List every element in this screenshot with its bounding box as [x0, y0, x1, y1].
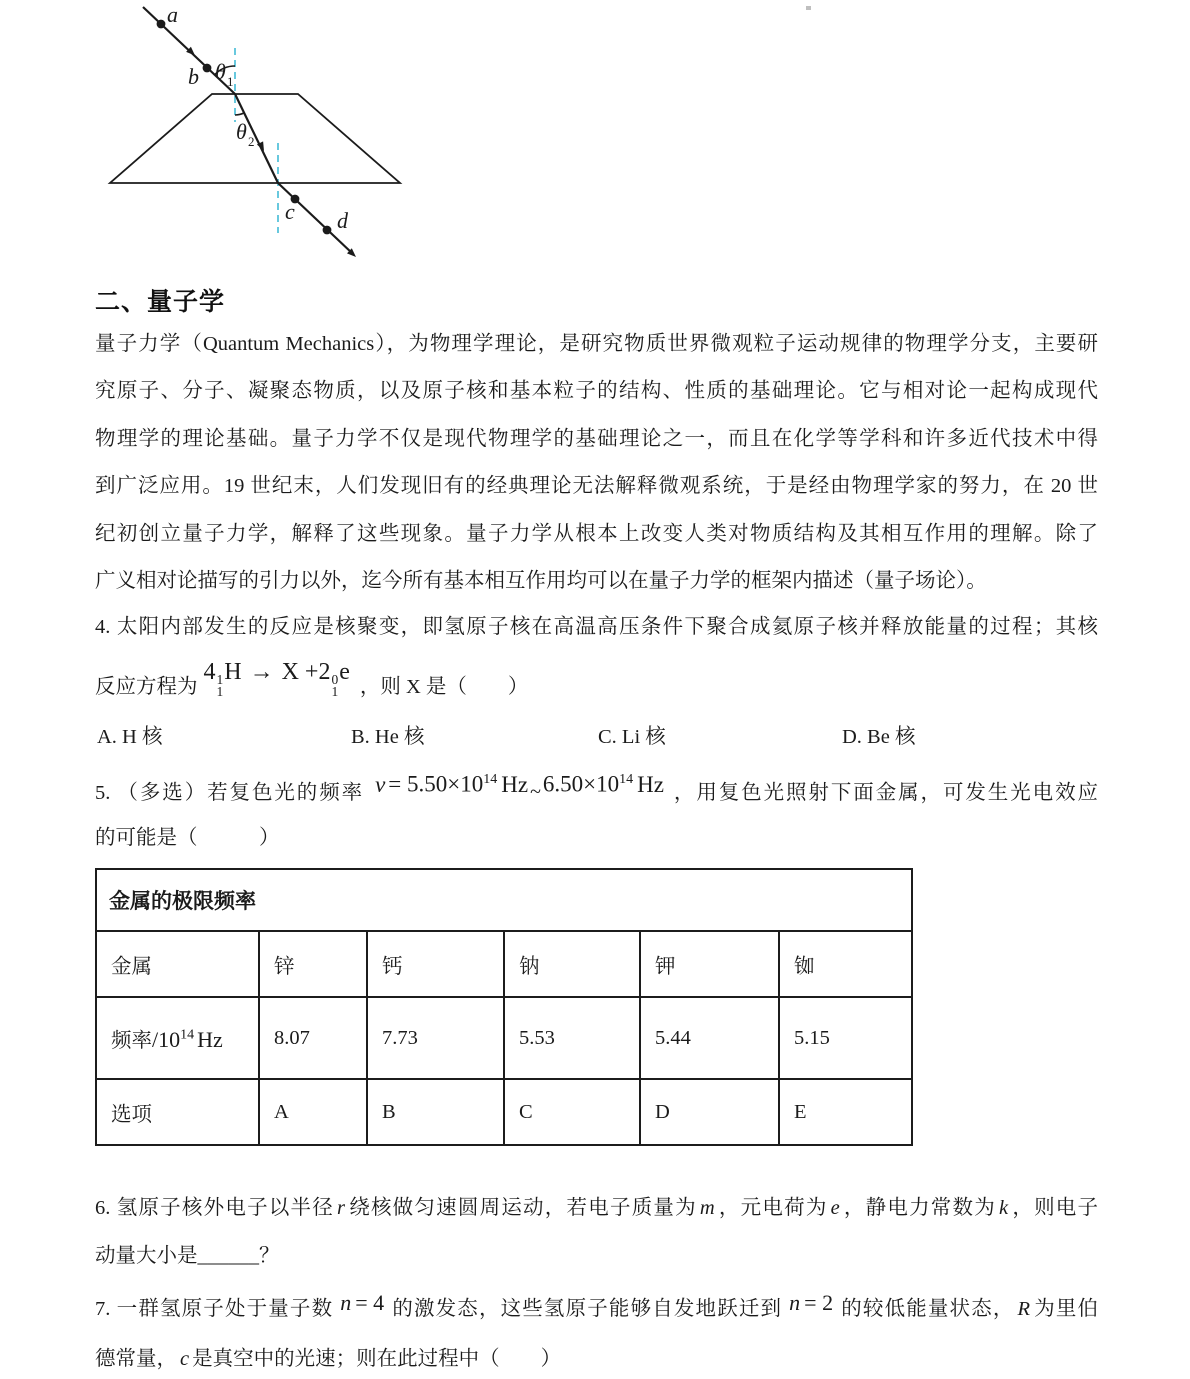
metal-cell-potassium: 钾	[640, 931, 779, 997]
q5-stem-suffix: ，用复色光照射下面金属，可发生光电效应	[671, 782, 1099, 804]
q4-nuclide-1-indices	[217, 674, 224, 697]
q7-stem-line1	[95, 1289, 1098, 1329]
frequency-cell-calcium: 7.73	[367, 997, 504, 1079]
q6-line2-question-mark: ？	[259, 1245, 280, 1267]
intro-line: 到广泛应用。19 世纪末，人们发现旧有的经典理论无法解释微观系统，于是经由物理学家的努力，在 20 世	[95, 475, 1098, 498]
q6-stem-line2	[95, 1236, 1098, 1276]
q4-nuclide-2-superscript: 0	[331, 672, 339, 687]
q6-stem-line1	[95, 1188, 1098, 1228]
metal-cell-sodium: 钠	[504, 931, 640, 997]
theta1-subscript: 1	[227, 74, 234, 89]
q6-text-4: ，静电力常数为	[842, 1197, 996, 1219]
frequency-cell-zinc: 8.07	[259, 997, 367, 1079]
q7-text-4: 为里伯	[1033, 1298, 1099, 1320]
q4-nuclide-1-subscript: 1	[216, 683, 224, 699]
q7-variable-c: c	[180, 1348, 190, 1370]
q4-product-x: X +	[281, 659, 319, 685]
frequency-row-label	[96, 997, 259, 1079]
q6-variable-e: e	[830, 1197, 840, 1219]
q5-frequency-variable: v	[375, 772, 386, 797]
theta2-arc	[235, 113, 244, 115]
frequency-label-cn: 频率	[111, 1030, 152, 1052]
table-title: 金属的极限频率	[96, 869, 912, 931]
intro-line: 究原子、分子、凝聚态物质，以及原子核和基本粒子的结构、性质的基础理论。它与相对论一起构成现代	[95, 380, 1098, 403]
q4-stem-line1: 4. 太阳内部发生的反应是核聚变，即氢原子核在高温高压条件下聚合成氦原子核并释放能量的过程；其核	[95, 616, 1098, 638]
q7-n-value-1: = 4	[355, 1290, 385, 1315]
scan-artifact-dot	[806, 6, 811, 10]
q5-frequency-formula	[372, 768, 664, 804]
q7-n-value-2: = 2	[804, 1290, 834, 1315]
q7-line2-text-2: 是真空中的光速；则在此过程中（ ）	[192, 1348, 562, 1370]
q7-text-1: 7. 一群氢原子处于量子数	[95, 1298, 334, 1320]
intro-line: 纪初创立量子力学，解释了这些现象。量子力学从根本上改变人类对物质结构及其相互作用的理解。除了	[95, 522, 1098, 545]
q4-option-c: C. Li 核	[598, 726, 666, 748]
option-row-label: 选项	[96, 1079, 259, 1145]
frequency-cell-rubidium: 5.15	[779, 997, 912, 1079]
q4-nuclide-2-indices	[331, 674, 338, 697]
q4-nuclide-2-subscript: 1	[331, 683, 339, 699]
metal-cell-zinc: 锌	[259, 931, 367, 997]
q5-range-tilde: ~	[530, 781, 541, 803]
table-metal-row	[96, 931, 912, 997]
theta2-label: θ	[236, 119, 247, 144]
q7-quantum-number-n4	[340, 1292, 384, 1314]
q4-reaction-arrow: →	[249, 659, 274, 685]
q5-stem-prefix: 5. （多选）若复色光的频率	[95, 782, 365, 804]
table-option-row	[96, 1079, 912, 1145]
q4-option-a: A. H 核	[97, 726, 163, 748]
theta1-label: θ	[215, 59, 226, 84]
q4-element-2: e	[339, 659, 350, 685]
q7-text-2: 的激发态，这些氢原子能够自发地跃迁到	[391, 1298, 783, 1320]
option-cell-a: A	[259, 1079, 367, 1145]
q5-exponent-2: 14	[619, 772, 634, 788]
q7-n-variable-2: n	[789, 1290, 801, 1315]
point-b-label: b	[188, 64, 199, 89]
q4-element-1: H	[224, 659, 242, 685]
option-cell-c: C	[504, 1079, 640, 1145]
intro-line: 广义相对论描写的引力以外，迄今所有基本相互作用均可以在量子力学的框架内描述（量子场论）。	[95, 569, 987, 592]
option-cell-d: D	[640, 1079, 779, 1145]
q6-text-5: ，则电子	[1011, 1197, 1099, 1219]
metal-cell-calcium: 钙	[367, 931, 504, 997]
q4-formula-suffix: ，则 X 是（ ）	[359, 676, 529, 698]
point-a-label: a	[167, 2, 178, 27]
intro-paragraph	[95, 321, 1098, 605]
q4-option-b: B. He 核	[351, 726, 425, 748]
q5-frequency-value1: = 5.50×10	[388, 772, 484, 797]
table-frequency-row	[96, 997, 912, 1079]
prism-trapezoid	[110, 94, 400, 183]
option-cell-e: E	[779, 1079, 912, 1145]
point-c-label: c	[285, 199, 295, 224]
q4-nuclear-reaction-formula	[204, 660, 350, 697]
table-title-row	[96, 869, 912, 931]
q6-text-1: 6. 氢原子核外电子以半径	[95, 1197, 335, 1219]
point-d-dot	[323, 226, 332, 235]
threshold-frequency-table	[95, 868, 913, 1146]
q7-quantum-number-n2	[789, 1292, 833, 1314]
frequency-cell-sodium: 5.53	[504, 997, 640, 1079]
q6-answer-blank: ______	[197, 1245, 259, 1267]
theta2-subscript: 2	[248, 134, 255, 149]
frequency-unit	[152, 1027, 223, 1052]
q4-coefficient-1: 4	[203, 659, 216, 685]
q6-line2-text: 动量大小是	[95, 1245, 198, 1267]
q5-exponent-1: 14	[483, 772, 498, 788]
q5-frequency-value2: 6.50×10	[542, 772, 620, 797]
q6-text-3: ，元电荷为	[717, 1197, 828, 1219]
q6-variable-m: m	[699, 1197, 715, 1219]
q6-variable-r: r	[337, 1197, 345, 1219]
intro-line: 物理学的理论基础。量子力学不仅是现代物理学的基础理论之一，而且在化学等学科和许多近代技术中得	[95, 427, 1098, 450]
refraction-diagram	[100, 0, 420, 266]
q4-formula-line	[95, 659, 1098, 707]
section-heading: 二、量子学	[95, 288, 226, 316]
point-b-dot	[203, 64, 212, 73]
intro-line: 量子力学（Quantum Mechanics），为物理学理论，是研究物质世界微观粒子运动规律的物理学分支，主要研	[95, 333, 1098, 355]
frequency-unit-base: /10	[152, 1027, 181, 1052]
frequency-unit-hz: Hz	[197, 1027, 223, 1052]
q7-n-variable-1: n	[340, 1290, 352, 1315]
q7-line2-text-1: 德常量，	[95, 1348, 177, 1370]
q4-option-d: D. Be 核	[842, 726, 916, 748]
q6-variable-k: k	[999, 1197, 1009, 1219]
option-cell-b: B	[367, 1079, 504, 1145]
point-d-label: d	[337, 208, 348, 233]
q5-stem-line2: 的可能是（ ）	[95, 827, 280, 849]
frequency-unit-exponent: 14	[180, 1027, 195, 1043]
q7-stem-line2	[95, 1339, 1098, 1379]
q5-unit-1: Hz	[501, 772, 529, 797]
metal-cell-rubidium: 铷	[779, 931, 912, 997]
q5-unit-2: Hz	[637, 772, 664, 797]
q4-options-row	[95, 717, 1098, 757]
q4-nuclide-1-superscript: 1	[216, 672, 224, 687]
q6-text-2: 绕核做匀速圆周运动，若电子质量为	[348, 1197, 697, 1219]
q7-text-3: 的较低能量状态，	[840, 1298, 1015, 1320]
metal-row-label: 金属	[96, 931, 259, 997]
frequency-cell-potassium: 5.44	[640, 997, 779, 1079]
q4-coefficient-2: 2	[318, 659, 331, 685]
q4-formula-prefix: 反应方程为	[95, 676, 198, 698]
q7-variable-R: R	[1017, 1298, 1031, 1320]
q5-stem-line1	[95, 773, 1098, 813]
point-a-dot	[157, 20, 166, 29]
